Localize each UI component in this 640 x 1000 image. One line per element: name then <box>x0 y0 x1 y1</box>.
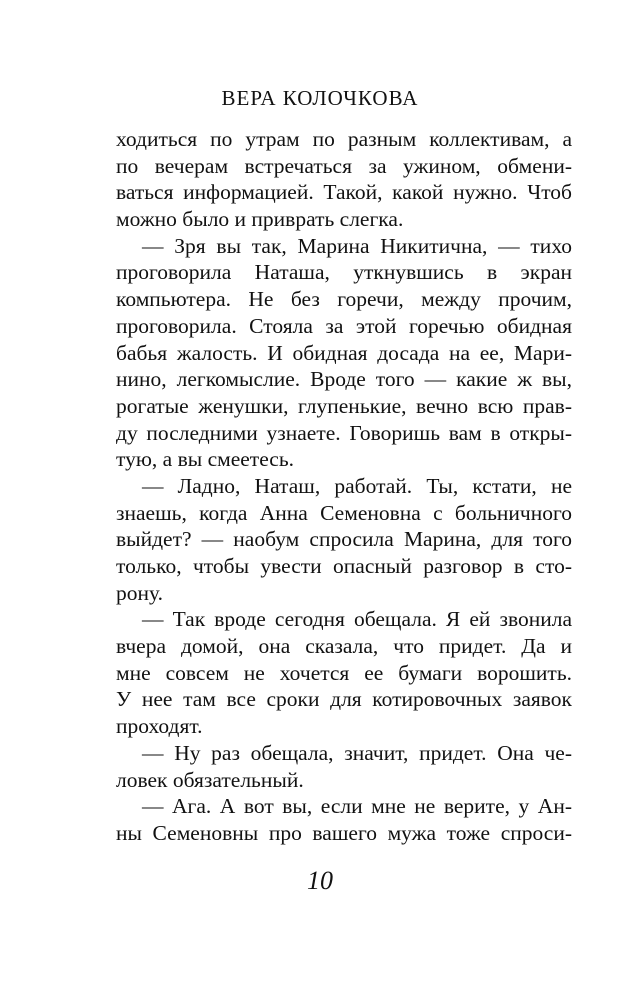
text-line: бабья жалость. И обидная досада на ее, Мари- <box>116 340 572 365</box>
text-line: ловек обязательный. <box>116 767 304 792</box>
text-line: тую, а вы смеетесь. <box>116 447 294 472</box>
text-line: знаешь, когда Анна Семеновна с больничного <box>116 500 572 525</box>
text-line: — Ага. А вот вы, если мне не верите, у Ан- <box>142 794 572 819</box>
text-line: можно было и приврать слегка. <box>116 207 404 232</box>
text-line: ны Семеновны про вашего мужа тоже спроси- <box>116 820 572 845</box>
page-number: 10 <box>307 866 333 895</box>
text-line: рогатые женушки, глупенькие, вечно всю прав- <box>116 393 572 418</box>
text-line: ходиться по утрам по разным коллективам, а <box>116 127 572 151</box>
text-line: нино, легкомыслие. Вроде того — какие ж вы, <box>116 367 572 392</box>
text-line: ду последними узнаете. Говоришь вам в откры- <box>116 420 572 445</box>
text-line: — Зря вы так, Марина Никитична, — тихо <box>142 233 572 258</box>
text-line: выйдет? — наобум спросила Марина, для того <box>116 527 572 552</box>
text-line: по вечерам встречаться за ужином, обмени- <box>116 153 572 178</box>
text-line: вчера домой, она сказала, что придет. Да и <box>116 634 572 659</box>
text-line: ваться информацией. Такой, какой нужно. Чтоб <box>116 180 572 205</box>
text-line: проговорила Наташа, уткнувшись в экран <box>116 260 572 285</box>
text-line: рону. <box>116 580 163 605</box>
text-line: — Ладно, Наташ, работай. Ты, кстати, не <box>142 473 572 498</box>
text-line: проходят. <box>116 714 203 739</box>
running-head-author: ВЕРА КОЛОЧКОВА <box>221 86 419 110</box>
text-line: мне совсем не хочется ее бумаги ворошить. <box>116 660 572 685</box>
text-line: У нее там все сроки для котировочных заявок <box>116 687 572 712</box>
text-line: проговорила. Стояла за этой горечью обидная <box>116 313 572 338</box>
body-text <box>116 126 572 847</box>
text-line: — Ну раз обещала, значит, придет. Она че- <box>142 740 572 765</box>
text-line: только, чтобы увести опасный разговор в сто- <box>116 554 572 578</box>
text-line: компьютера. Не без горечи, между прочим, <box>116 287 572 312</box>
text-line: — Так вроде сегодня обещала. Я ей звонила <box>142 607 572 632</box>
